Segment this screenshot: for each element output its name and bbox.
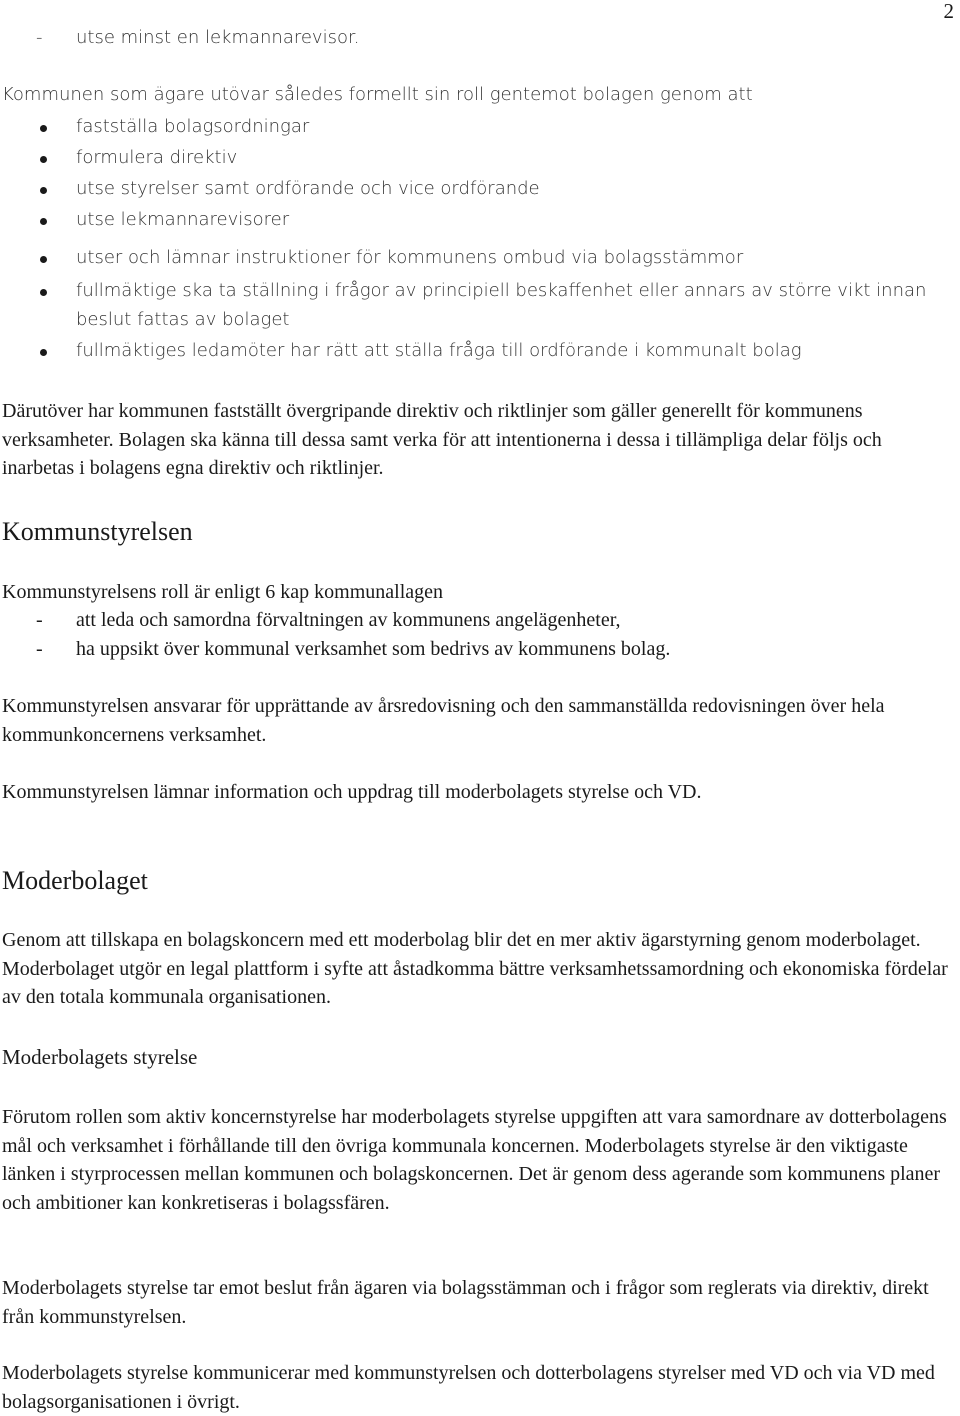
bullet-text: formulera direktiv — [76, 147, 238, 168]
paragraph-directives: Därutöver har kommunen fastställt övergripande direktiv och riktlinjer som gäller generellt för kommunens verksamheter. Bolagen ska känna till dessa samt verka för att intentionerna i dessa i tillämpliga delar följs och inarbetas i bolagens egna direktiv och riktlinjer. — [2, 400, 882, 479]
bullet-icon — [40, 218, 47, 225]
bullet-list-item — [2, 277, 957, 337]
bullet-icon — [40, 349, 47, 356]
bullet-list-item — [2, 337, 957, 368]
top-dash-list — [2, 24, 957, 53]
bullet-icon — [40, 289, 47, 296]
bullet-text: utse styrelser samt ordförande och vice ordförande — [76, 178, 540, 199]
heading-kommunstyrelsen: Kommunstyrelsen — [2, 517, 193, 546]
ks-intro: Kommunstyrelsens roll är enligt 6 kap kommunallagen — [2, 581, 444, 603]
bullet-icon — [40, 187, 47, 194]
bullet-icon — [40, 125, 47, 132]
mbs-paragraph-1: Förutom rollen som aktiv koncernstyrelse har moderbolagets styrelse uppgiften att vara samordnare av dotterbolagens mål och verksamhet i förhållande till den övriga kommunala koncernen. Moderbolagets styrelse är den viktigaste länken i styrprocessen mellan kommunen och bolagskoncernen. Det är genom dess agerande som kommunens planer och ambitioner kan konkretiseras i bolagssfären. — [2, 1106, 947, 1214]
bullet-text: utse lekmannarevisorer — [76, 209, 290, 230]
bullet-text: utser och lämnar instruktioner för kommunens ombud via bolagsstämmor — [76, 247, 744, 268]
bullet-icon — [40, 156, 47, 163]
bullet-list-item — [2, 206, 957, 244]
dash-item-text: utse minst en lekmannarevisor. — [76, 27, 360, 48]
dash-list-item — [2, 606, 957, 635]
ks-paragraph-2: Kommunstyrelsen lämnar information och uppdrag till moderbolagets styrelse och VD. — [2, 781, 702, 803]
bullet-text: fullmäktige ska ta ställning i frågor av principiell beskaffenhet eller annars av större vikt innan beslut fattas av bolaget — [76, 280, 927, 330]
mbs-paragraph-2: Moderbolagets styrelse tar emot beslut från ägaren via bolagsstämman och i frågor som reglerats via direktiv, direkt från kommunstyrelsen. — [2, 1277, 929, 1328]
page-number: 2 — [943, 0, 954, 23]
subheading-moderbolagets-styrelse: Moderbolagets styrelse — [2, 1045, 198, 1069]
bullet-list — [2, 113, 957, 368]
intro-sentence: Kommunen som ägare utövar således formellt sin roll gentemot bolagen genom att — [2, 84, 753, 105]
ks-paragraph-1: Kommunstyrelsen ansvarar för upprättande av årsredovisning och den sammanställda redovisningen över hela kommunkoncernens verksamhet. — [2, 695, 885, 746]
dash-list-item — [2, 635, 957, 664]
heading-moderbolaget: Moderbolaget — [2, 866, 148, 895]
bullet-list-item — [2, 144, 957, 175]
bullet-list-item — [2, 175, 957, 206]
dash-marker: - — [36, 637, 43, 660]
bullet-list-item — [2, 244, 957, 277]
bullet-text: fullmäktiges ledamöter har rätt att ställa fråga till ordförande i kommunalt bolag — [76, 340, 802, 361]
mb-paragraph: Genom att tillskapa en bolagskoncern med ett moderbolag blir det en mer aktiv ägarstyrning genom moderbolaget. Moderbolaget utgör en legal plattform i syfte att åstadkomma bättre verksamhetssamordning och ekonomiska fördelar av den totala kommunala organisationen. — [2, 929, 948, 1008]
dash-list-item — [2, 24, 957, 53]
dash-item-text: att leda och samordna förvaltningen av kommunens angelägenheter, — [76, 609, 621, 631]
mbs-paragraph-3: Moderbolagets styrelse kommunicerar med kommunstyrelsen och dotterbolagens styrelser med VD och via VD med bolagsorganisationen i övrigt. — [2, 1362, 935, 1413]
bullet-text: fastställa bolagsordningar — [76, 116, 310, 137]
bullet-list-item — [2, 113, 957, 144]
dash-item-text: ha uppsikt över kommunal verksamhet som bedrivs av kommunens bolag. — [76, 637, 671, 660]
bullet-icon — [40, 256, 47, 263]
ks-dash-list — [2, 606, 957, 663]
dash-marker: - — [36, 609, 43, 631]
dash-marker: - — [36, 27, 43, 48]
